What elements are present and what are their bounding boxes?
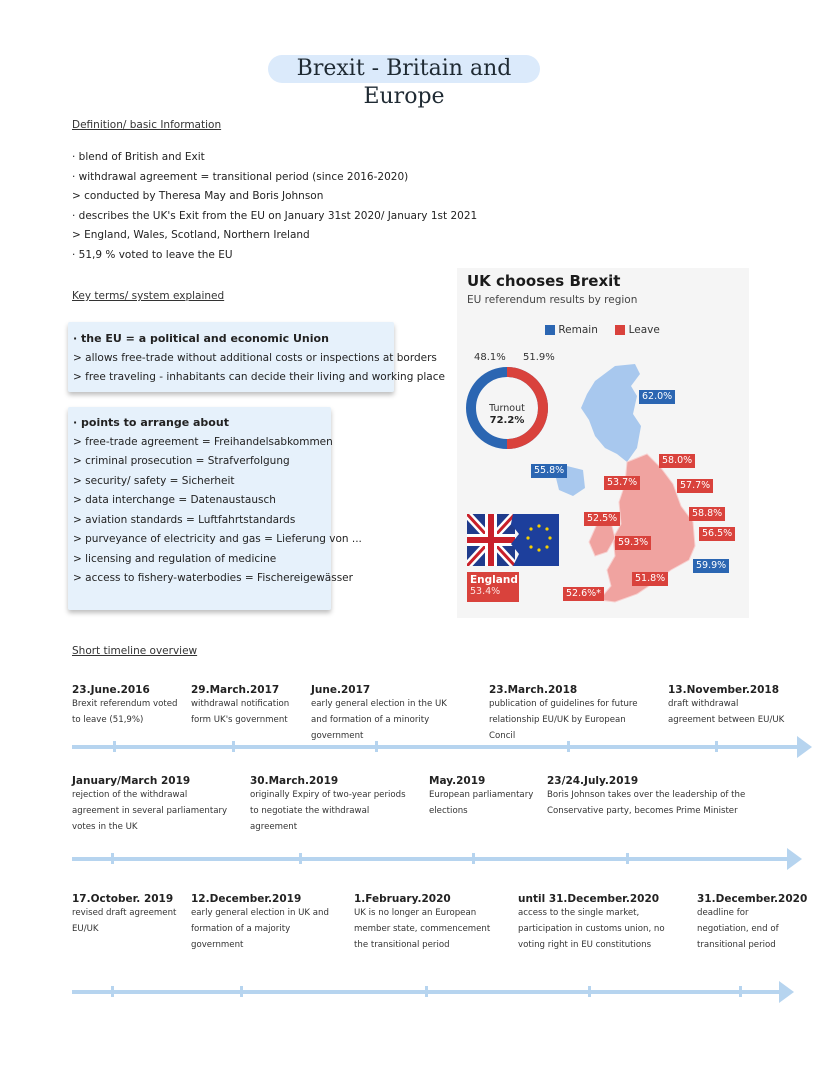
timeline-event bbox=[311, 684, 461, 744]
points-item: > criminal prosecution = Strafverfolgung bbox=[73, 455, 290, 467]
points-box bbox=[68, 407, 362, 610]
region-label: 59.3% bbox=[615, 536, 651, 550]
event-desc: access to the single market, participation in customs union, no voting right in EU constitutions bbox=[518, 908, 665, 950]
definition-item: · withdrawal agreement = transitional period (since 2016-2020) bbox=[72, 170, 409, 183]
remain-swatch bbox=[545, 325, 555, 335]
legend-remain: Remain bbox=[558, 324, 598, 336]
event-date: 29.March.2017 bbox=[191, 684, 280, 696]
turnout-value: 72.2% bbox=[489, 415, 525, 426]
event-date: 30.March.2019 bbox=[250, 775, 339, 787]
page-title: Brexit - Britain and Europe bbox=[268, 55, 540, 83]
event-desc: withdrawal notification form UK's government bbox=[191, 699, 290, 725]
leave-swatch bbox=[615, 325, 625, 335]
event-desc: originally Expiry of two-year periods to negotiate the withdrawal agreement bbox=[250, 790, 406, 832]
points-item: > free-trade agreement = Freihandelsabkommen bbox=[73, 435, 333, 448]
uk-eu-flag-icon bbox=[467, 514, 559, 566]
event-desc: UK is no longer an European member state, commencement the transitional period bbox=[354, 908, 491, 950]
event-date: 23.March.2018 bbox=[489, 684, 578, 696]
england-value: 53.4% bbox=[470, 586, 501, 597]
definition-item: · describes the UK's Exit from the EU on January 31st 2020/ January 1st 2021 bbox=[72, 209, 478, 222]
points-item: > purveyance of electricity and gas = Lieferung von ... bbox=[73, 533, 362, 545]
leave-pct: 51.9% bbox=[523, 352, 555, 363]
timeline-tick bbox=[588, 986, 591, 997]
definition-list bbox=[72, 148, 477, 265]
timeline-tick bbox=[472, 853, 475, 864]
event-desc: revised draft agreement EU/UK bbox=[72, 908, 177, 934]
eu-definition-box bbox=[68, 322, 445, 392]
timeline-event bbox=[489, 684, 649, 744]
event-desc: rejection of the withdrawal agreement in several parliamentary votes in the UK bbox=[72, 790, 228, 832]
event-date: 23.June.2016 bbox=[72, 684, 150, 696]
scotland-shape bbox=[581, 364, 641, 462]
event-date: 17.October. 2019 bbox=[72, 893, 174, 905]
timeline-tick bbox=[375, 741, 378, 752]
event-desc: European parliamentary elections bbox=[429, 790, 534, 816]
timeline-event bbox=[697, 893, 808, 953]
timeline-heading: Short timeline overview bbox=[72, 645, 198, 657]
timeline-event bbox=[429, 775, 534, 819]
event-date: 12.December.2019 bbox=[191, 893, 302, 905]
region-label: 52.6%* bbox=[563, 587, 604, 601]
event-date: 13.November.2018 bbox=[668, 684, 780, 696]
legend-leave: Leave bbox=[628, 324, 660, 336]
points-item: > access to fishery-waterbodies = Fischereigewässer bbox=[73, 572, 353, 584]
event-desc: early general election in the UK and formation of a minority government bbox=[311, 699, 447, 741]
event-date: June.2017 bbox=[311, 684, 371, 696]
turnout-label: Turnout bbox=[489, 403, 525, 414]
timeline-event bbox=[72, 893, 177, 937]
infographic-title: UK chooses Brexit bbox=[467, 272, 621, 290]
region-label: 56.5% bbox=[699, 527, 735, 541]
remain-pct: 48.1% bbox=[474, 352, 506, 363]
timeline-event bbox=[191, 893, 331, 953]
region-label: 58.0% bbox=[659, 454, 695, 468]
timeline-tick bbox=[113, 741, 116, 752]
event-desc: Boris Johnson takes over the leadership of the Conservative party, becomes Prime Minister bbox=[547, 790, 746, 816]
wales-shape bbox=[589, 522, 615, 556]
arrow-right-icon bbox=[797, 736, 812, 758]
timeline-tick bbox=[739, 986, 742, 997]
region-label: 55.8% bbox=[531, 464, 567, 478]
timeline-event bbox=[354, 893, 504, 953]
timeline-tick bbox=[567, 741, 570, 752]
event-desc: early general election in UK and formation of a majority government bbox=[191, 908, 329, 950]
timeline-tick bbox=[299, 853, 302, 864]
eu-definition-item: > allows free-trade without additional costs or inspections at borders bbox=[73, 351, 437, 364]
timeline-tick bbox=[425, 986, 428, 997]
event-desc: draft withdrawal agreement between EU/UK bbox=[668, 699, 785, 725]
legend bbox=[545, 324, 660, 336]
event-date: January/March 2019 bbox=[72, 775, 191, 787]
event-desc: publication of guidelines for future relationship EU/UK by European Concil bbox=[489, 699, 638, 741]
eu-definition-head: · the EU = a political and economic Union bbox=[73, 332, 329, 345]
definition-item: > England, Wales, Scotland, Northern Ireland bbox=[72, 229, 310, 241]
england-label: England bbox=[470, 574, 518, 586]
infographic-subtitle: EU referendum results by region bbox=[467, 294, 638, 306]
timeline-event bbox=[668, 684, 788, 728]
brexit-infographic bbox=[457, 268, 749, 618]
region-label: 52.5% bbox=[584, 512, 620, 526]
points-item: > data interchange = Datenaustausch bbox=[73, 494, 276, 506]
region-label: 51.8% bbox=[632, 572, 668, 586]
timeline-tick bbox=[111, 853, 114, 864]
timeline-event bbox=[72, 684, 182, 728]
region-label: 53.7% bbox=[604, 476, 640, 490]
timeline-tick bbox=[626, 853, 629, 864]
definition-item: · 51,9 % voted to leave the EU bbox=[72, 248, 233, 261]
timeline-tick bbox=[715, 741, 718, 752]
event-desc: deadline for negotiation, end of transitional period bbox=[697, 908, 779, 950]
key-terms-heading: Key terms/ system explained bbox=[72, 290, 225, 302]
england-badge bbox=[467, 572, 519, 602]
definition-item: > conducted by Theresa May and Boris Johnson bbox=[72, 190, 324, 202]
region-label: 59.9% bbox=[693, 559, 729, 573]
region-label: 58.8% bbox=[689, 507, 725, 521]
timeline-event bbox=[547, 775, 747, 819]
timeline-event bbox=[518, 893, 678, 953]
event-date: May.2019 bbox=[429, 775, 486, 787]
timeline-tick bbox=[232, 741, 235, 752]
timeline-event bbox=[191, 684, 301, 728]
points-item: > aviation standards = Luftfahrtstandards bbox=[73, 513, 296, 526]
eu-definition-item: > free traveling - inhabitants can decide their living and working place bbox=[73, 371, 445, 383]
region-label: 62.0% bbox=[639, 390, 675, 404]
arrow-right-icon bbox=[779, 981, 794, 1003]
points-item: > licensing and regulation of medicine bbox=[73, 552, 277, 565]
event-date: until 31.December.2020 bbox=[518, 893, 660, 905]
event-date: 31.December.2020 bbox=[697, 893, 808, 905]
points-item: > security/ safety = Sicherheit bbox=[73, 474, 235, 487]
event-desc: Brexit referendum voted to leave (51,9%) bbox=[72, 699, 178, 725]
timeline-axis bbox=[72, 857, 788, 861]
timeline-event bbox=[250, 775, 410, 835]
event-date: 1.February.2020 bbox=[354, 893, 451, 905]
points-head: · points to arrange about bbox=[73, 416, 229, 429]
timeline-event bbox=[72, 775, 232, 835]
timeline-tick bbox=[240, 986, 243, 997]
definition-heading: Definition/ basic Information bbox=[72, 119, 222, 131]
arrow-right-icon bbox=[787, 848, 802, 870]
region-label: 57.7% bbox=[677, 479, 713, 493]
timeline-tick bbox=[111, 986, 114, 997]
timeline-axis bbox=[72, 745, 798, 749]
definition-item: · blend of British and Exit bbox=[72, 151, 205, 163]
event-date: 23/24.July.2019 bbox=[547, 775, 639, 787]
